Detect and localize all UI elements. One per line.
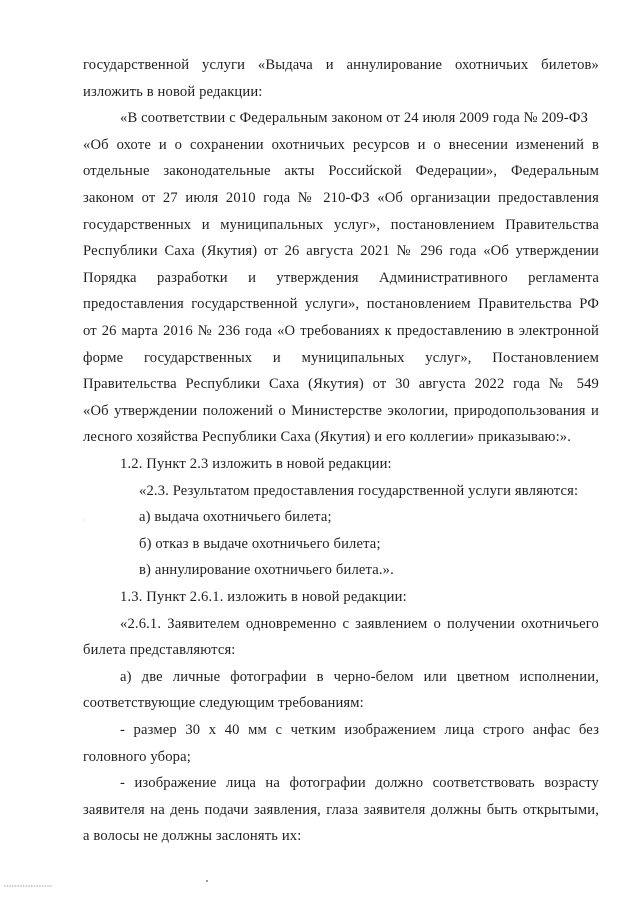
dash-item-face: - изображение лица на фотографии должно соответствовать возрасту bbox=[120, 775, 599, 792]
text-line: изложить в новой редакции: bbox=[83, 83, 263, 100]
text-line: законом от 27 июля 2010 года № 210-ФЗ «Об организации предоставления bbox=[83, 190, 599, 206]
text-line: форме государственных и муниципальных услуг», Постановлением bbox=[83, 349, 599, 366]
text-line: головного убора; bbox=[83, 748, 191, 765]
paragraph-start-line: «В соответствии с Федеральным законом от 24 июля 2009 года № 209-ФЗ bbox=[120, 110, 589, 127]
text-line: а волосы не должны заслонять их: bbox=[83, 828, 302, 845]
subitem-a-start: а) две личные фотографии в черно-белом или цветном исполнении, bbox=[120, 668, 599, 685]
text-line: Республики Саха (Якутия) от 26 августа 2021 № 296 года «Об утверждении bbox=[83, 243, 599, 260]
text-line: предоставления государственной услуги», постановлением Правительства РФ bbox=[83, 296, 599, 313]
text-line: билета представляются: bbox=[83, 642, 236, 659]
text-line: «Об утверждении положений о Министерстве экологии, природопользования и bbox=[83, 402, 599, 419]
text-line: Порядка разработки и утверждения Административного регламента bbox=[83, 269, 599, 286]
clause-heading-1-3: 1.3. Пункт 2.6.1. изложить в новой редакции: bbox=[120, 589, 407, 605]
text-line: Правительства Республики Саха (Якутия) от 30 августа 2022 года № 549 bbox=[83, 376, 599, 393]
text-line: заявителя на день подачи заявления, глаза заявителя должны быть открытыми, bbox=[83, 801, 599, 818]
list-item-c: в) аннулирование охотничьего билета.». bbox=[139, 562, 394, 579]
list-item-b: б) отказ в выдаче охотничьего билета; bbox=[139, 535, 381, 552]
text-line: от 26 марта 2016 № 236 года «О требованиях к предоставлению в электронной bbox=[83, 323, 599, 339]
clause-2-6-1-start: «2.6.1. Заявителем одновременно с заявлением о получении охотничьего bbox=[120, 615, 599, 632]
text-line: отдельные законодательные акты Российской Федерации», Федеральным bbox=[83, 163, 599, 180]
scan-speck bbox=[84, 520, 85, 521]
text-line: лесного хозяйства Республики Саха (Якутия) и его коллегии» приказываю:». bbox=[83, 429, 572, 446]
text-line: государственных и муниципальных услуг», постановлением Правительства bbox=[83, 216, 599, 233]
dash-item-size: - размер 30 х 40 мм с четким изображением лица строго анфас без bbox=[120, 722, 599, 738]
clause-heading-1-2: 1.2. Пункт 2.3 изложить в новой редакции: bbox=[120, 456, 392, 472]
text-line: «Об охоте и о сохранении охотничьих ресурсов и о внесении изменений в bbox=[83, 136, 599, 153]
list-item-a: а) выдача охотничьего билета; bbox=[139, 509, 332, 526]
clause-2-3-text: «2.3. Результатом предоставления государственной услуги являются: bbox=[139, 482, 579, 499]
text-line: соответствующие следующим требованиям: bbox=[83, 695, 364, 712]
scan-speck bbox=[206, 880, 208, 882]
text-line: государственной услуги «Выдача и аннулирование охотничьих билетов» bbox=[83, 57, 599, 73]
